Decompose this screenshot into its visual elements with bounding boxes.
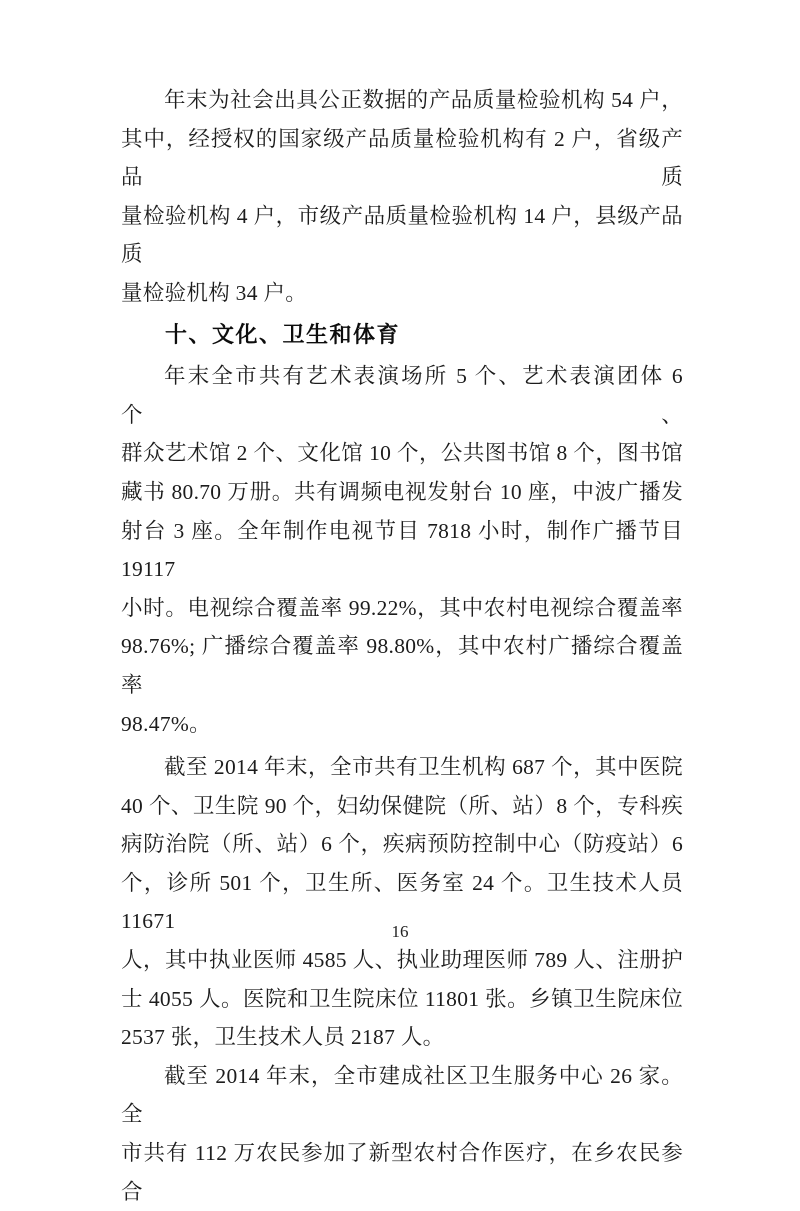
text-line: 射台 3 座。全年制作电视节目 7818 小时，制作广播节目 19117 (121, 518, 683, 582)
text-line: 个，诊所 501 个，卫生所、医务室 24 个。卫生技术人员 11671 (121, 870, 683, 934)
text-line: 小时。电视综合覆盖率 99.22%，其中农村电视综合覆盖率 (121, 595, 683, 620)
text-line: 量检验机构 4 户，市级产品质量检验机构 14 户，县级产品质 (121, 203, 683, 267)
text-line: 2537 张，卫生技术人员 2187 人。 (121, 1025, 445, 1050)
text-line: 市共有 112 万农民参加了新型农村合作医疗，在乡农民参合 (121, 1141, 683, 1204)
page-number: 16 (391, 922, 409, 941)
text-line: 40 个、卫生院 90 个，妇幼保健院（所、站）8 个，专科疾 (121, 793, 683, 818)
paragraph-community-health (121, 1057, 683, 1211)
text-line: 藏书 80.70 万册。共有调频电视发射台 10 座，中波广播发 (121, 479, 683, 504)
text-line: 量检验机构 34 户。 (121, 280, 308, 305)
paragraph-product-quality (121, 81, 683, 313)
text-line: 病防治院（所、站）6 个，疾病预防控制中心（防疫站）6 (121, 832, 683, 857)
page-content (121, 81, 683, 1211)
text-line: 年末全市共有艺术表演场所 5 个、艺术表演团体 6 个、 (121, 364, 683, 427)
text-line: 士 4055 人。医院和卫生院床位 11801 张。乡镇卫生院床位 (121, 986, 683, 1011)
paragraph-culture-media (121, 357, 683, 743)
text-line: 截至 2014 年末，全市建成社区卫生服务中心 26 家。全 (121, 1063, 683, 1127)
text-line: 人，其中执业医师 4585 人、执业助理医师 789 人、注册护 (121, 948, 683, 973)
text-line: 群众艺术馆 2 个、文化馆 10 个，公共图书馆 8 个，图书馆 (121, 441, 683, 466)
section-heading: 十、文化、卫生和体育 (165, 321, 401, 347)
text-line: 年末为社会出具公正数据的产品质量检验机构 54 户， (164, 88, 683, 112)
text-line: 98.76%; 广播综合覆盖率 98.80%，其中农村广播综合覆盖率 (121, 634, 683, 697)
text-line: 其中，经授权的国家级产品质量检验机构有 2 户，省级产品质 (121, 126, 683, 190)
paragraph-health-institutions (121, 748, 683, 1057)
text-line: 截至 2014 年末，全市共有卫生机构 687 个，其中医院 (164, 755, 683, 780)
text-line: 98.47%。 (121, 711, 211, 736)
